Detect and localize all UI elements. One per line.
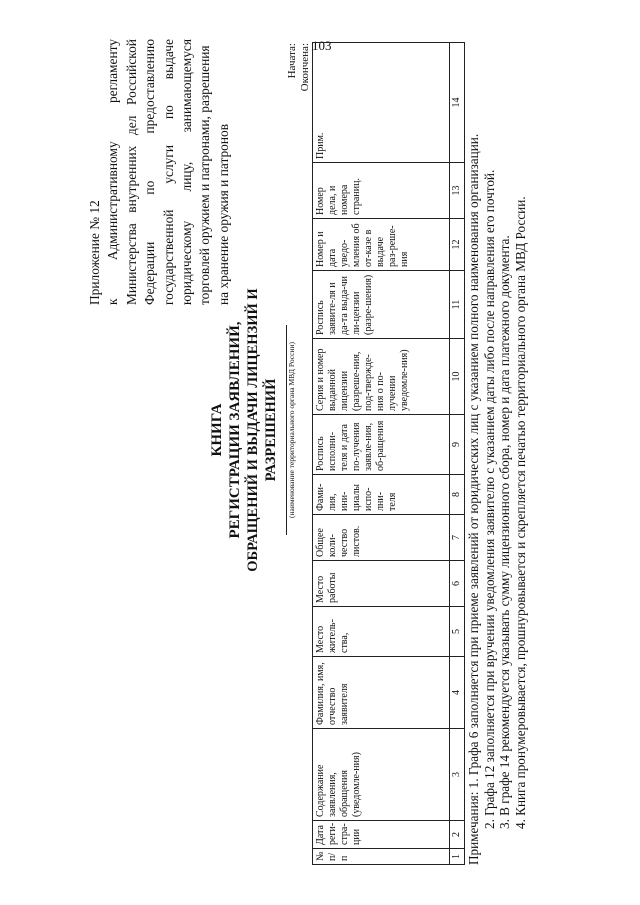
column-number: 12 — [450, 219, 465, 271]
column-number: 8 — [450, 475, 465, 515]
note-4: 4. Книга пронумеровывается, прошнуровывается и скрепляется печатью территориального органа МВД России. — [512, 196, 528, 829]
notes — [466, 35, 528, 865]
header-cell: Серия и номер выданной лицензии (разреше-ния, под-тверждe-ния о по-лучении уведомле-ния) — [313, 339, 450, 415]
header-cell: № п/п — [313, 849, 450, 865]
note-1: Примечания: 1. Графа 6 заполняется при приеме заявлений от юридических лиц с указанием полного наименования организации. — [466, 133, 481, 865]
header-cell: Прим. — [313, 43, 450, 163]
appendix-line: Федерации по предоставлению — [142, 39, 158, 305]
header-cell: Содержание заявления, обращения (уведомле-ния) — [313, 729, 450, 821]
started-label: Начата: — [286, 43, 298, 79]
column-number: 3 — [450, 729, 465, 821]
column-number: 11 — [450, 271, 465, 339]
column-number: 1 — [450, 849, 465, 865]
header-cell: Роспись заявите-ля и да-та выда-чи ли-цензии (разре-шения) — [313, 271, 450, 339]
column-number: 13 — [450, 163, 465, 219]
title-line-2: РЕГИСТРАЦИИ ЗАЯВЛЕНИЙ, — [227, 321, 243, 539]
header-cell: Номер и дата уведо-мления об от-казе в выдаче раз-реше-ния — [313, 219, 450, 271]
header-cell: Роспись исполни-теля и дата по-лучения заявле-ния, об-ращения — [313, 415, 450, 475]
appendix-title: Приложение № 12 — [87, 200, 102, 305]
note-2: 2. Графа 12 заполняется при вручении уведомления заявителю с указанием даты либо после направления его почтой. — [481, 169, 497, 829]
header-cell: Дата реги-стра-ции — [313, 821, 450, 849]
appendix-line: Министерства внутренних дел Российской — [123, 39, 139, 305]
title-line-1: КНИГА — [209, 403, 225, 457]
appendix-line: на хранение оружия и патронов — [215, 123, 231, 305]
header-cell: Общее коли-чество листов. — [313, 515, 450, 561]
document-title — [208, 265, 297, 595]
header-cell: Фамилия, имя, отчество заявителя — [313, 657, 450, 729]
column-number: 4 — [450, 657, 465, 729]
registration-table — [312, 42, 465, 865]
header-cell: Фами-лия, ини-циалы испо-лни-теля — [313, 475, 450, 515]
title-line-3: ОБРАЩЕНИЙ И ВЫДАЧИ ЛИЦЕНЗИЙ И РАЗРЕШЕНИЙ — [245, 288, 279, 572]
header-cell: Номер дела, и номера страниц. — [313, 163, 450, 219]
table-number-row — [450, 43, 465, 865]
header-cell: Место житель-ства, — [313, 607, 450, 657]
column-number: 2 — [450, 821, 465, 849]
appendix-line: государственной услуги по выдаче — [160, 39, 176, 305]
finished-label: Окончена: — [299, 43, 311, 92]
appendix-line: юридическому лицу, занимающемуся — [179, 39, 195, 305]
appendix-line: к Административному регламенту — [105, 39, 121, 305]
date-fields — [286, 43, 312, 153]
appendix-line: торговлей оружием и патронами, разрешения — [197, 45, 213, 305]
column-number: 7 — [450, 515, 465, 561]
note-3: 3. В графе 14 рекомендуется указывать сумму лицензионного сбора, номер и дата платежного документа. — [497, 235, 513, 829]
column-number: 10 — [450, 339, 465, 415]
column-number: 5 — [450, 607, 465, 657]
column-number: 9 — [450, 415, 465, 475]
header-cell: Место работы — [313, 561, 450, 607]
column-number: 6 — [450, 561, 465, 607]
title-subcaption: (наименование территориального органа МВД России) — [287, 342, 296, 518]
page-number: 103 — [312, 38, 332, 53]
column-number: 14 — [450, 43, 465, 163]
table-header-row — [313, 43, 450, 865]
